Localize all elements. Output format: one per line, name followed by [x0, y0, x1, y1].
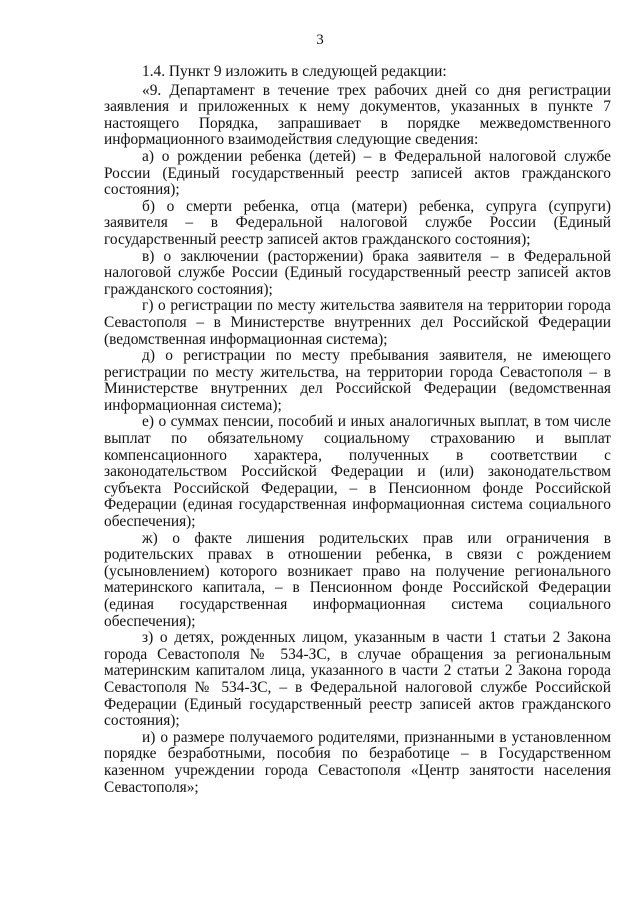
paragraph-g: г) о регистрации по месту жительства заявителя на территории города Севастополя – в Министерстве внутренних дел Российской Федерации (ведомственная информационная система);	[104, 297, 611, 348]
paragraph-v: в) о заключении (расторжении) брака заявителя – в Федеральной налоговой службе России (Единый государственный реестр записей актов гражданского состояния);	[104, 247, 611, 298]
paragraph-intro: «9. Департамент в течение трех рабочих дней со дня регистрации заявления и приложенных к нему документов, указанных в пункте 7 настоящего Порядка, запрашивает в порядке межведомственного информационного взаимодействия следующие сведения:	[104, 81, 611, 149]
amendment-heading: 1.4. Пункт 9 изложить в следующей редакции:	[142, 63, 447, 80]
document-body	[104, 64, 611, 796]
paragraph-z: з) о детях, рожденных лицом, указанным в части 1 статьи 2 Закона города Севастополя № 534-ЗС, в случае обращения за региональным материнским капиталом лица, указанного в части 2 статьи 2 Закона города Севастополя № 534-ЗС, – в Федеральной налоговой службе Российской Федерации (Единый государственный реестр записей актов гражданского состояния);	[104, 629, 611, 730]
paragraph-b: б) о смерти ребенка, отца (матери) ребенка, супруга (супруги) заявителя – в Федеральной налоговой службе России (Единый государственный реестр записей актов гражданского состояния);	[104, 197, 611, 248]
page-number: 3	[316, 32, 324, 48]
paragraph-e: е) о суммах пенсии, пособий и иных аналогичных выплат, в том числе выплат по обязательному социальному страхованию и выплат компенсационного характера, полученных в соответствии с законодательством Российской Федерации и (или) законодательством субъекта Российской Федерации, – в Пенсионном фонде Российской Федерации (единая государственная информационная система социального обеспечения);	[104, 413, 611, 531]
paragraph-zh: ж) о факте лишения родительских прав или ограничения в родительских правах в отношении ребенка, в связи с рождением (усыновлением) которого возникает право на получение регионального материнского капитала, – в Пенсионном фонде Российской Федерации (единая государственная информационная система социального обеспечения);	[104, 529, 611, 630]
paragraph-a: а) о рождении ребенка (детей) – в Федеральной налоговой службе России (Единый государственный реестр записей актов гражданского состояния);	[104, 147, 611, 199]
paragraph-i: и) о размере получаемого родителями, признанными в установленном порядке безработными, пособия по безработице – в Государственном казенном учреждении города Севастополя «Центр занятости населения Севастополя»;	[104, 728, 611, 796]
paragraph-d: д) о регистрации по месту пребывания заявителя, не имеющего регистрации по месту жительства, на территории города Севастополя – в Министерстве внутренних дел Российской Федерации (ведомственная информационная система);	[104, 347, 611, 414]
